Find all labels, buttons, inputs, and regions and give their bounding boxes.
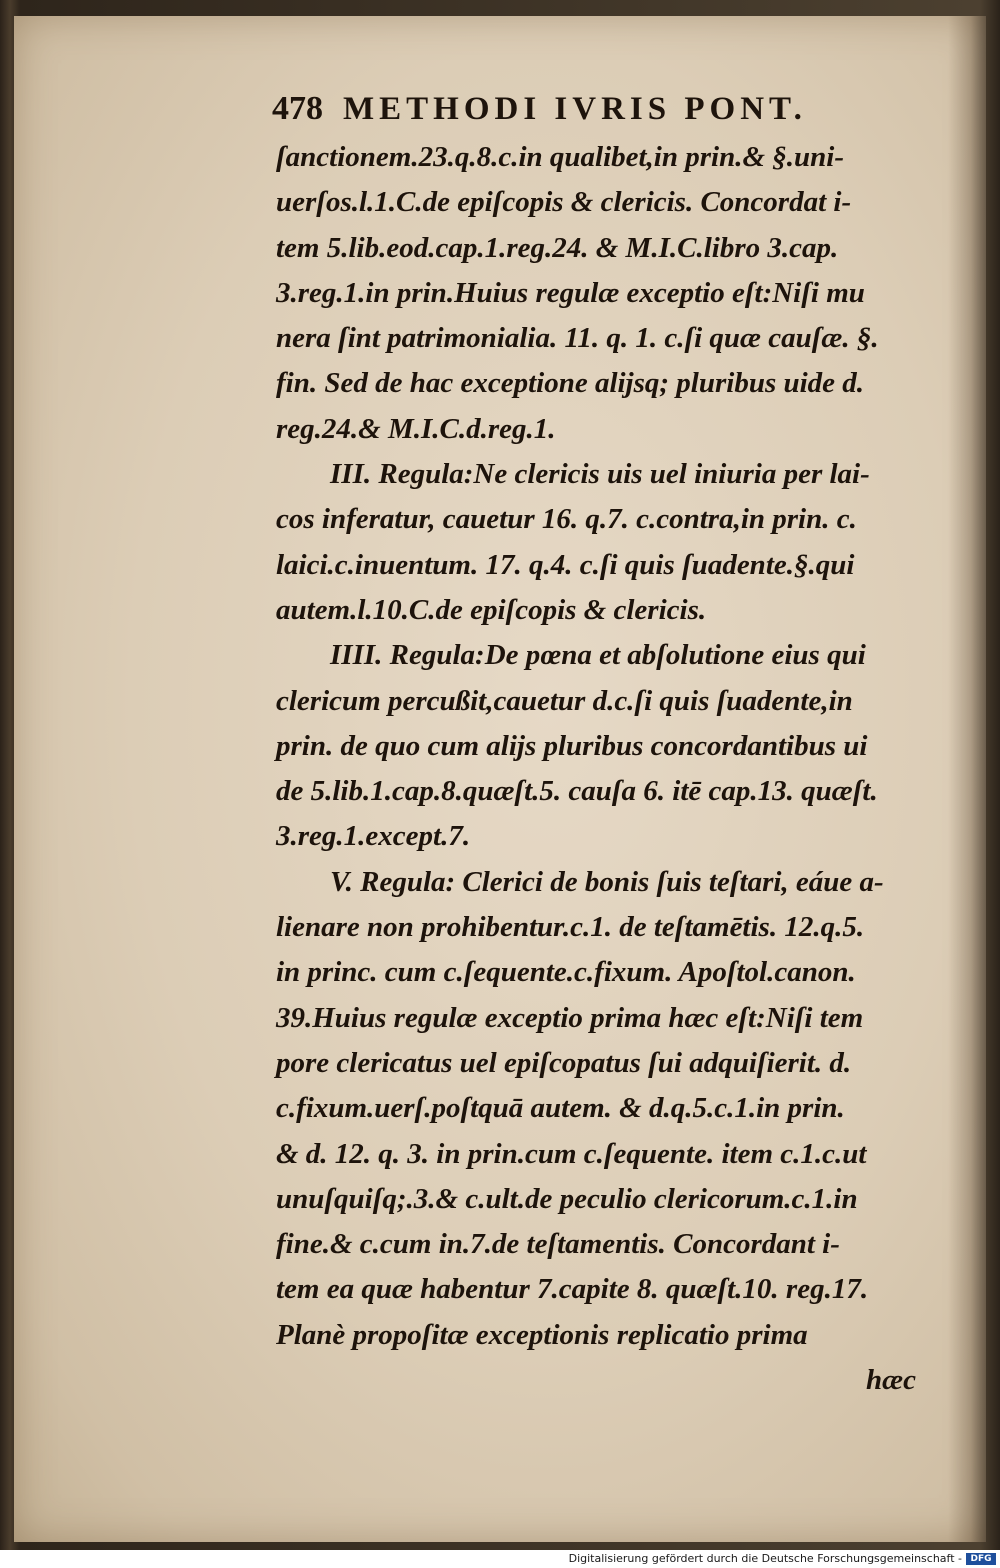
digitization-footer [0, 1550, 1000, 1568]
text-line: nera ſint patrimonialia. 11. q. 1. c.ſi quæ cauſæ. §. [276, 322, 879, 355]
text-line: Planè propoſitæ exceptionis replicatio prima [276, 1318, 808, 1351]
text-line: pore clericatus uel epiſcopatus ſui adquiſierit. d. [276, 1046, 852, 1079]
running-title: METHODI IVRIS PONT. [343, 91, 807, 127]
funding-note: Digitalisierung gefördert durch die Deutsche Forschungsgemeinschaft - [568, 1552, 962, 1565]
text-line: cos inferatur, cauetur 16. q.7. c.contra,in prin. c. [276, 503, 857, 536]
text-line: clericum percußit,cauetur d.c.ſi quis ſuadente,in [276, 684, 853, 717]
text-line: c.fixum.uerſ.poſtquā autem. & d.q.5.c.1.in prin. [276, 1092, 845, 1125]
text-line: 3.reg.1.except.7. [276, 820, 471, 853]
text-line: & d. 12. q. 3. in prin.cum c.ſequente. item c.1.c.ut [276, 1137, 867, 1170]
page-gutter-shadow [948, 16, 986, 1542]
text-line: ſanctionem.23.q.8.c.in qualibet,in prin.& §.uni- [276, 141, 844, 173]
text-line: unuſquiſq;.3.& c.ult.de peculio clericorum.c.1.in [276, 1182, 858, 1215]
text-line: 39.Huius regulæ exceptio prima hæc eſt:Niſi tem [276, 1001, 864, 1034]
rule-heading-line: V. Regula: Clerici de bonis ſuis teſtari, eáue a- [330, 865, 884, 898]
text-line: tem ea quæ habentur 7.capite 8. quæſt.10. reg.17. [276, 1273, 869, 1306]
body-text [276, 135, 916, 1403]
text-line: fin. Sed de hac exceptione alijsq; pluribus uide d. [276, 367, 865, 400]
text-line: uerſos.l.1.C.de epiſcopis & clericis. Concordat i- [276, 186, 852, 219]
rule-heading-line: IIII. Regula:De pœna et abſolutione eius qui [330, 639, 866, 672]
text-line: 3.reg.1.in prin.Huius regulæ exceptio eſt:Niſi mu [276, 276, 865, 309]
text-line: tem 5.lib.eod.cap.1.reg.24. & M.I.C.libro 3.cap. [276, 231, 839, 264]
catchword: hæc [866, 1364, 916, 1397]
text-line: prin. de quo cum alijs pluribus concordantibus ui [276, 729, 868, 762]
text-line: in princ. cum c.ſequente.c.fixum. Apoſtol.canon. [276, 956, 856, 989]
text-line: fine.& c.cum in.7.de teſtamentis. Concordant i- [276, 1228, 840, 1261]
page-number: 478 [272, 90, 323, 127]
dfg-logo: DFG [966, 1553, 996, 1565]
text-line: de 5.lib.1.cap.8.quæſt.5. cauſa 6. itē cap.13. quæſt. [276, 775, 878, 808]
text-line: autem.l.10.C.de epiſcopis & clericis. [276, 593, 707, 626]
text-line: laici.c.inuentum. 17. q.4. c.ſi quis ſuadente.§.qui [276, 548, 855, 581]
text-line: lienare non prohibentur.c.1. de teſtamētis. 12.q.5. [276, 911, 865, 944]
page-header [272, 90, 912, 128]
text-line: reg.24.& M.I.C.d.reg.1. [276, 412, 556, 445]
rule-heading-line: III. Regula:Ne clericis uis uel iniuria per lai- [330, 458, 870, 491]
